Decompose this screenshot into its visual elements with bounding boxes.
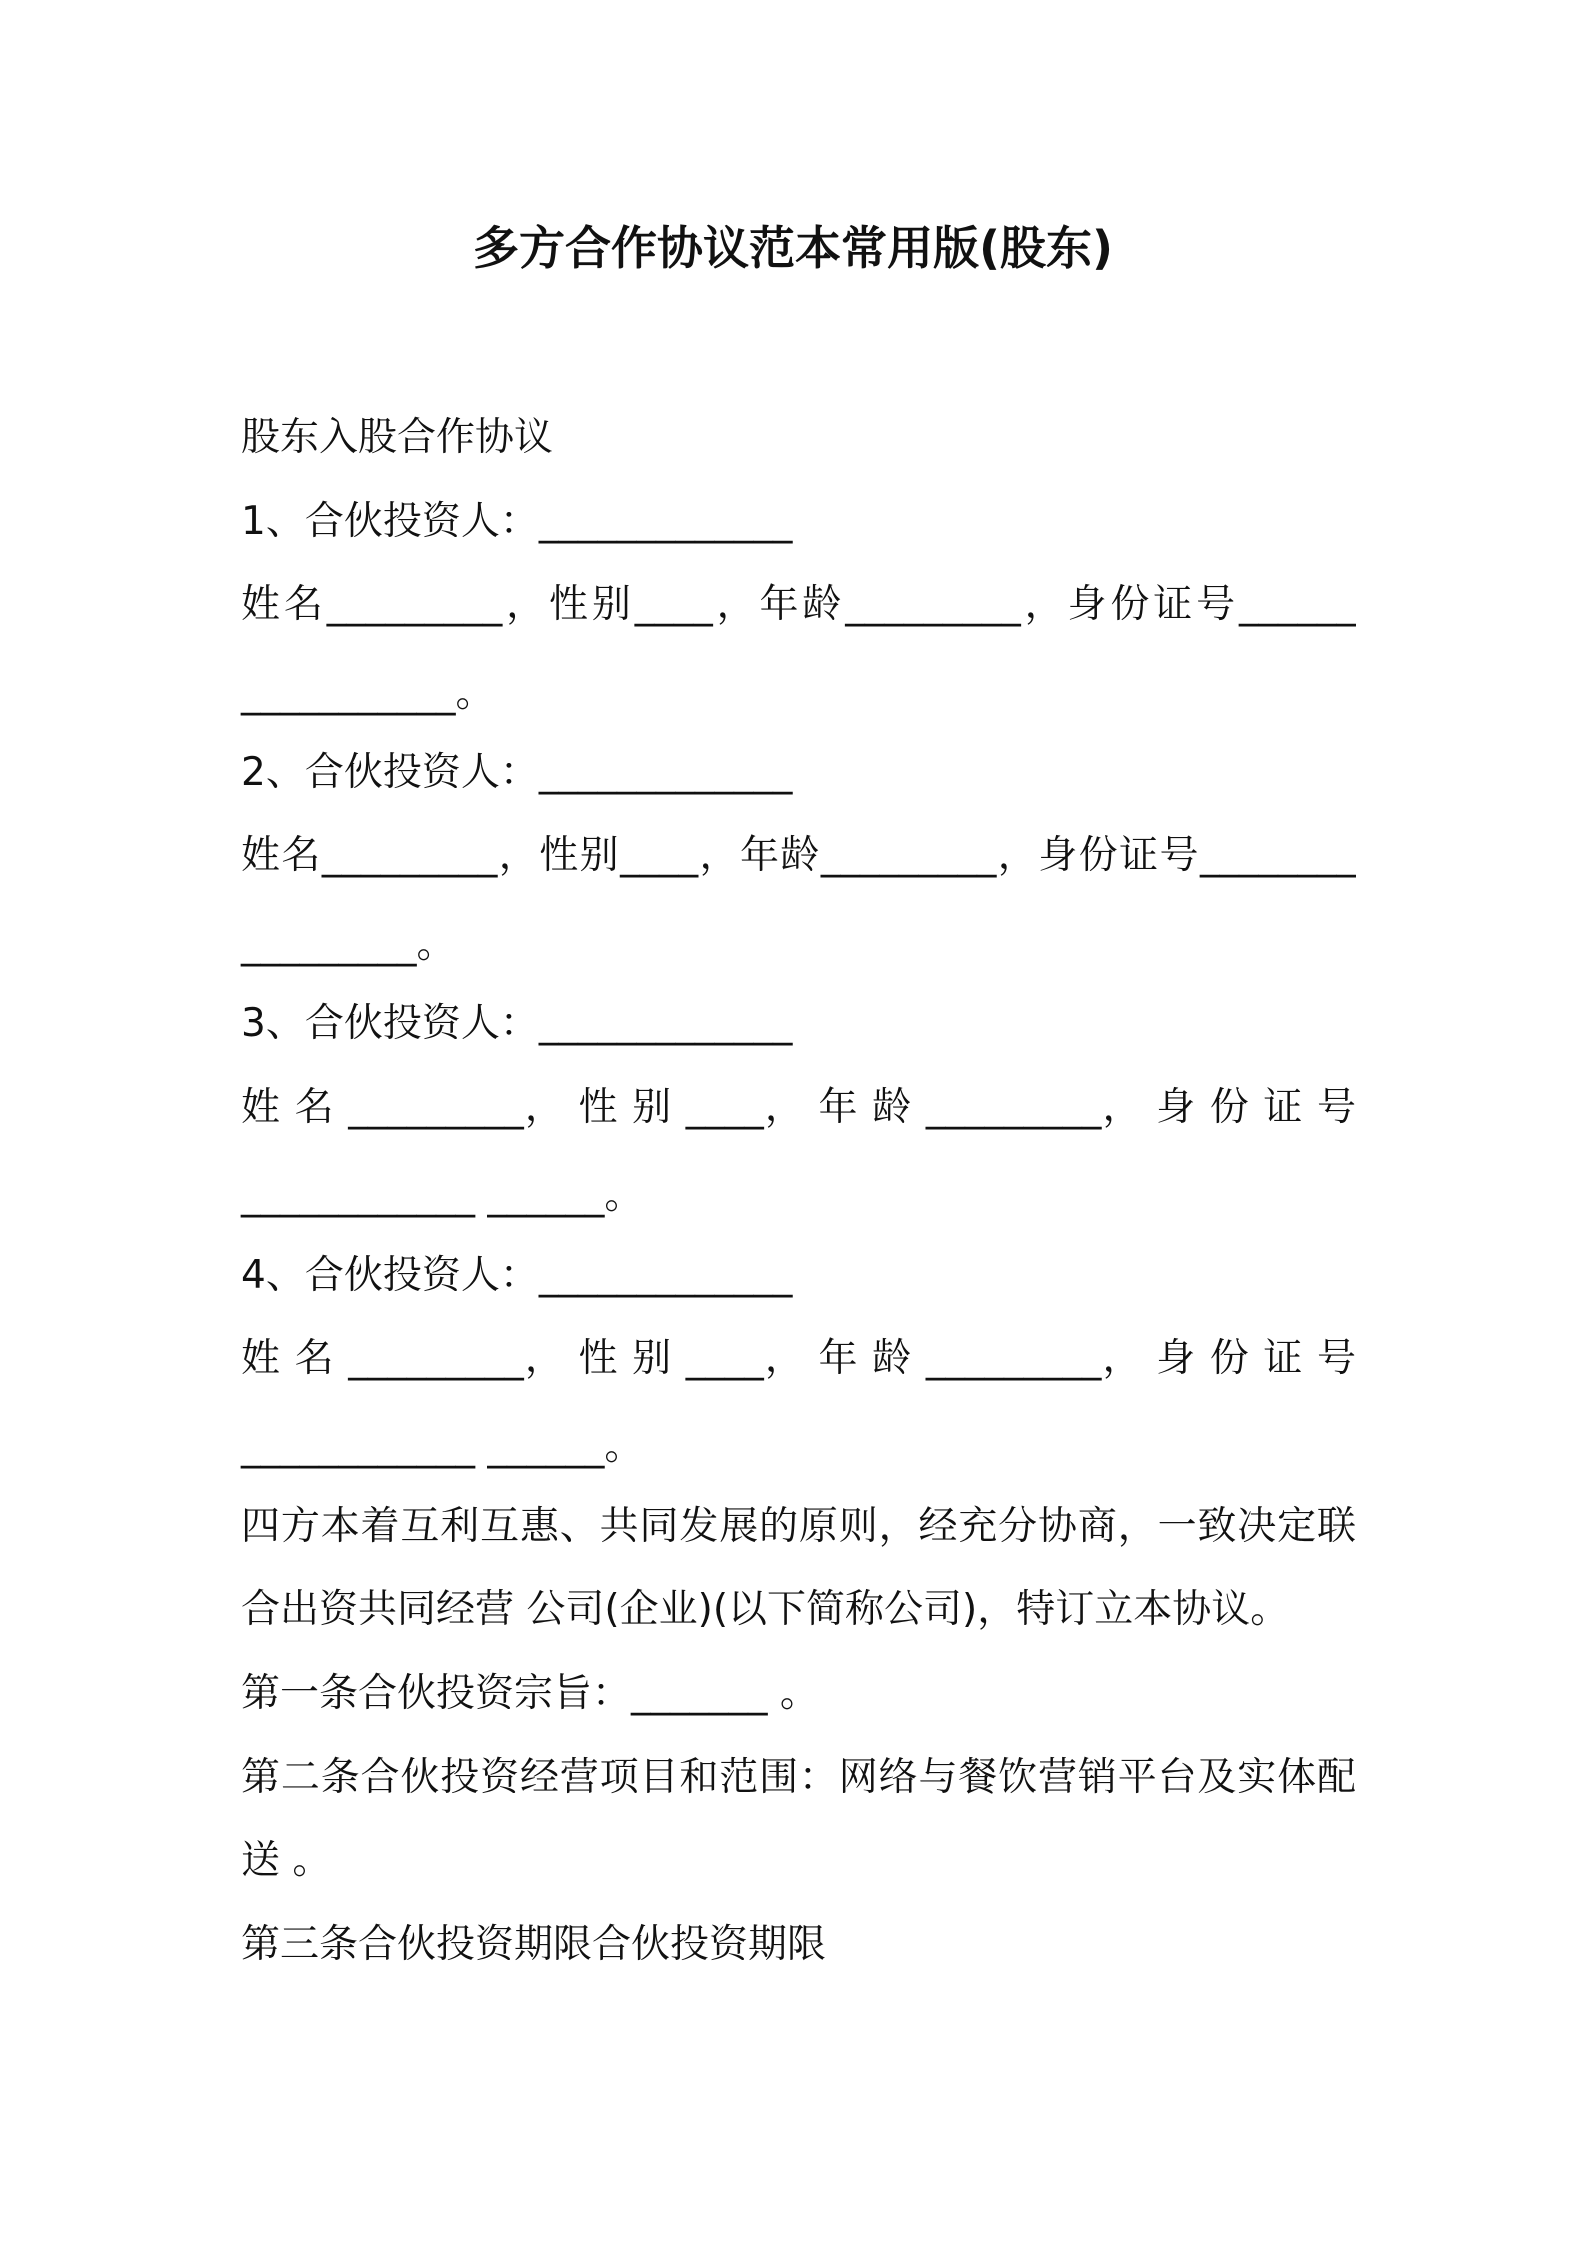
partner-1-heading: 1、合伙投资人：_____________ xyxy=(241,499,793,544)
partner-2-heading: 2、合伙投资人：_____________ xyxy=(241,750,793,795)
preamble-line-1: 四方本着互利互惠、共同发展的原则，经充分协商，一致决定联 xyxy=(241,1504,1356,1549)
partner-1-details: 姓名_________，性别____，年龄_________，身份证号______ xyxy=(241,582,1356,627)
partner-3-id-continued: ____________ ______。 xyxy=(241,1173,644,1218)
partner-3-heading: 3、合伙投资人：_____________ xyxy=(241,1001,793,1046)
document-title: 多方合作协议范本常用版(股东) xyxy=(472,221,1114,275)
article-2-line-1: 第二条合伙投资经营项目和范围：网络与餐饮营销平台及实体配 xyxy=(241,1755,1356,1800)
article-2-line-2: 送 。 xyxy=(241,1838,332,1883)
partner-1-id-continued: ___________。 xyxy=(241,671,495,716)
article-1: 第一条合伙投资宗旨：_______ 。 xyxy=(241,1671,819,1716)
article-3: 第三条合伙投资期限合伙投资期限 xyxy=(241,1922,827,1967)
partner-4-details: 姓 名 _________， 性 别 ____， 年 龄 _________， 身 份 证 号 xyxy=(241,1336,1356,1381)
partner-2-details: 姓名_________，性别____，年龄_________，身份证号________ xyxy=(241,833,1356,878)
subtitle: 股东入股合作协议 xyxy=(241,415,554,460)
partner-4-heading: 4、合伙投资人：_____________ xyxy=(241,1253,793,1298)
partner-2-id-continued: _________。 xyxy=(241,922,456,967)
partner-4-id-continued: ____________ ______。 xyxy=(241,1424,644,1469)
preamble-line-2: 合出资共同经营 公司(企业)(以下简称公司)，特订立本协议。 xyxy=(241,1587,1290,1632)
partner-3-details: 姓 名 _________， 性 别 ____， 年 龄 _________， 身 份 证 号 xyxy=(241,1085,1356,1130)
